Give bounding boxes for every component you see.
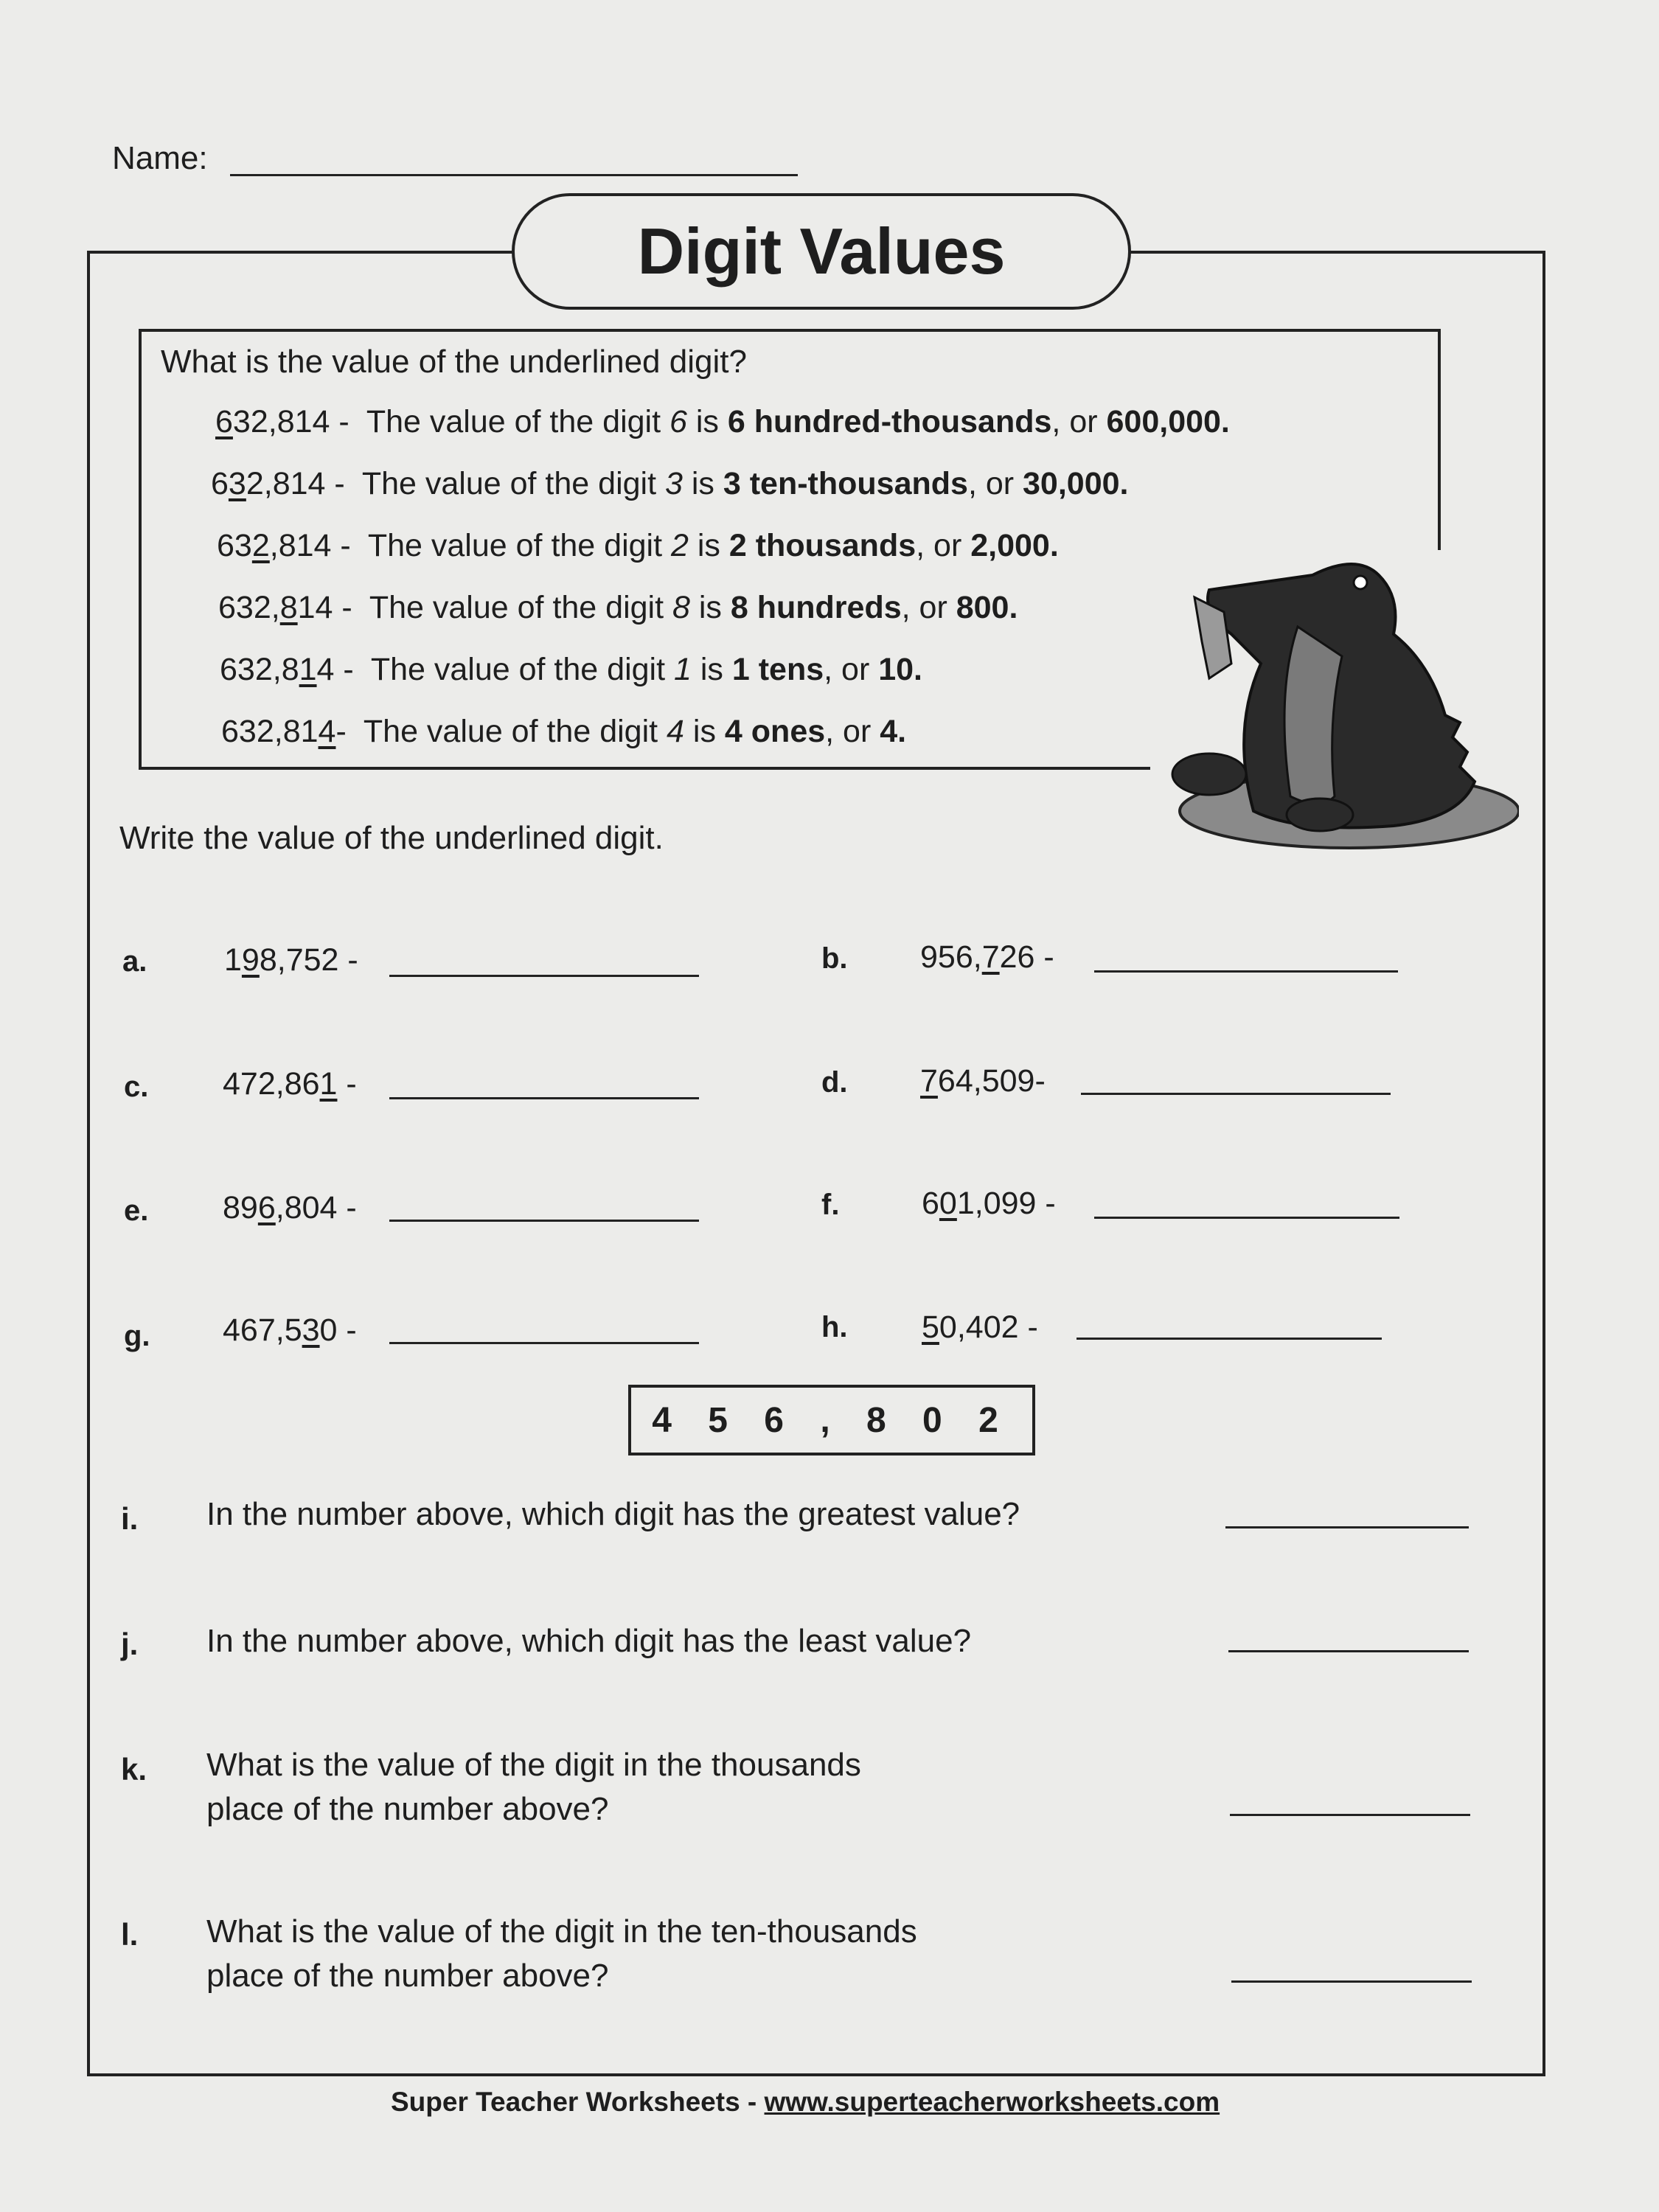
worksheet-title (512, 193, 1131, 310)
example-line: 632,814 - The value of the digit 8 is 8 hundreds, or 800. (218, 590, 1018, 625)
example-line: 632,814 - The value of the digit 6 is 6 hundred-thousands, or 600,000. (215, 404, 1230, 439)
answer-line[interactable] (1225, 1526, 1469, 1528)
problem-label: f. (821, 1189, 840, 1221)
problem-label: b. (821, 942, 848, 975)
footer-link[interactable]: www.superteacherworksheets.com (764, 2087, 1220, 2117)
answer-line[interactable] (389, 1097, 699, 1099)
problem-number: 764,509- (920, 1063, 1046, 1099)
problem-label: g. (124, 1320, 150, 1352)
problem-number: 896,804 - (223, 1190, 357, 1225)
question-label: i. (121, 1501, 139, 1536)
example-prompt: What is the value of the underlined digit? (161, 344, 747, 380)
problem-number: 601,099 - (922, 1186, 1056, 1221)
answer-line[interactable] (389, 975, 699, 977)
question-text: In the number above, which digit has the greatest value? (206, 1496, 1020, 1532)
footer-brand: Super Teacher Worksheets - (391, 2087, 765, 2117)
example-line: 632,814- The value of the digit 4 is 4 ones, or 4. (221, 714, 907, 749)
example-box-right-border (1438, 329, 1441, 550)
problem-label: e. (124, 1194, 149, 1227)
answer-line[interactable] (1094, 1217, 1399, 1219)
name-label: Name: (112, 140, 208, 176)
answer-line[interactable] (1230, 1814, 1470, 1816)
answer-line[interactable] (1081, 1093, 1391, 1095)
problem-label: a. (122, 945, 147, 978)
example-box-bottom-border (140, 767, 1150, 770)
alligator-illustration (1150, 546, 1519, 863)
practice-prompt: Write the value of the underlined digit. (119, 820, 664, 856)
question-text: What is the value of the digit in the ten-thousands place of the number above? (206, 1913, 917, 1994)
footer (391, 2087, 1220, 2118)
answer-line[interactable] (1094, 970, 1398, 973)
question-text: What is the value of the digit in the thousands place of the number above? (206, 1747, 861, 1827)
question-label: l. (121, 1917, 139, 1952)
example-line: 632,814 - The value of the digit 1 is 1 tens, or 10. (220, 652, 922, 687)
title-text: Digit Values (637, 215, 1006, 288)
problem-number: 198,752 - (224, 942, 358, 978)
answer-line[interactable] (1228, 1650, 1469, 1652)
example-line: 632,814 - The value of the digit 2 is 2 thousands, or 2,000. (217, 528, 1059, 563)
question-label: k. (121, 1752, 147, 1787)
problem-number: 50,402 - (922, 1310, 1038, 1345)
answer-line[interactable] (1231, 1980, 1472, 1983)
problem-number: 956,726 - (920, 939, 1054, 975)
problem-number: 467,530 - (223, 1312, 357, 1348)
problem-number: 472,861 - (223, 1066, 357, 1102)
featured-number-box (628, 1385, 1035, 1455)
question-label: j. (121, 1627, 139, 1661)
answer-line[interactable] (389, 1342, 699, 1344)
name-answer-line[interactable] (230, 174, 798, 176)
example-line: 632,814 - The value of the digit 3 is 3 ten-thousands, or 30,000. (211, 466, 1129, 501)
problem-label: d. (821, 1066, 848, 1099)
problem-label: c. (124, 1071, 149, 1103)
answer-line[interactable] (1077, 1338, 1382, 1340)
problem-label: h. (821, 1311, 848, 1343)
featured-number: 4 5 6 , 8 0 2 (652, 1400, 1012, 1440)
answer-line[interactable] (389, 1220, 699, 1222)
question-text: In the number above, which digit has the least value? (206, 1623, 972, 1659)
